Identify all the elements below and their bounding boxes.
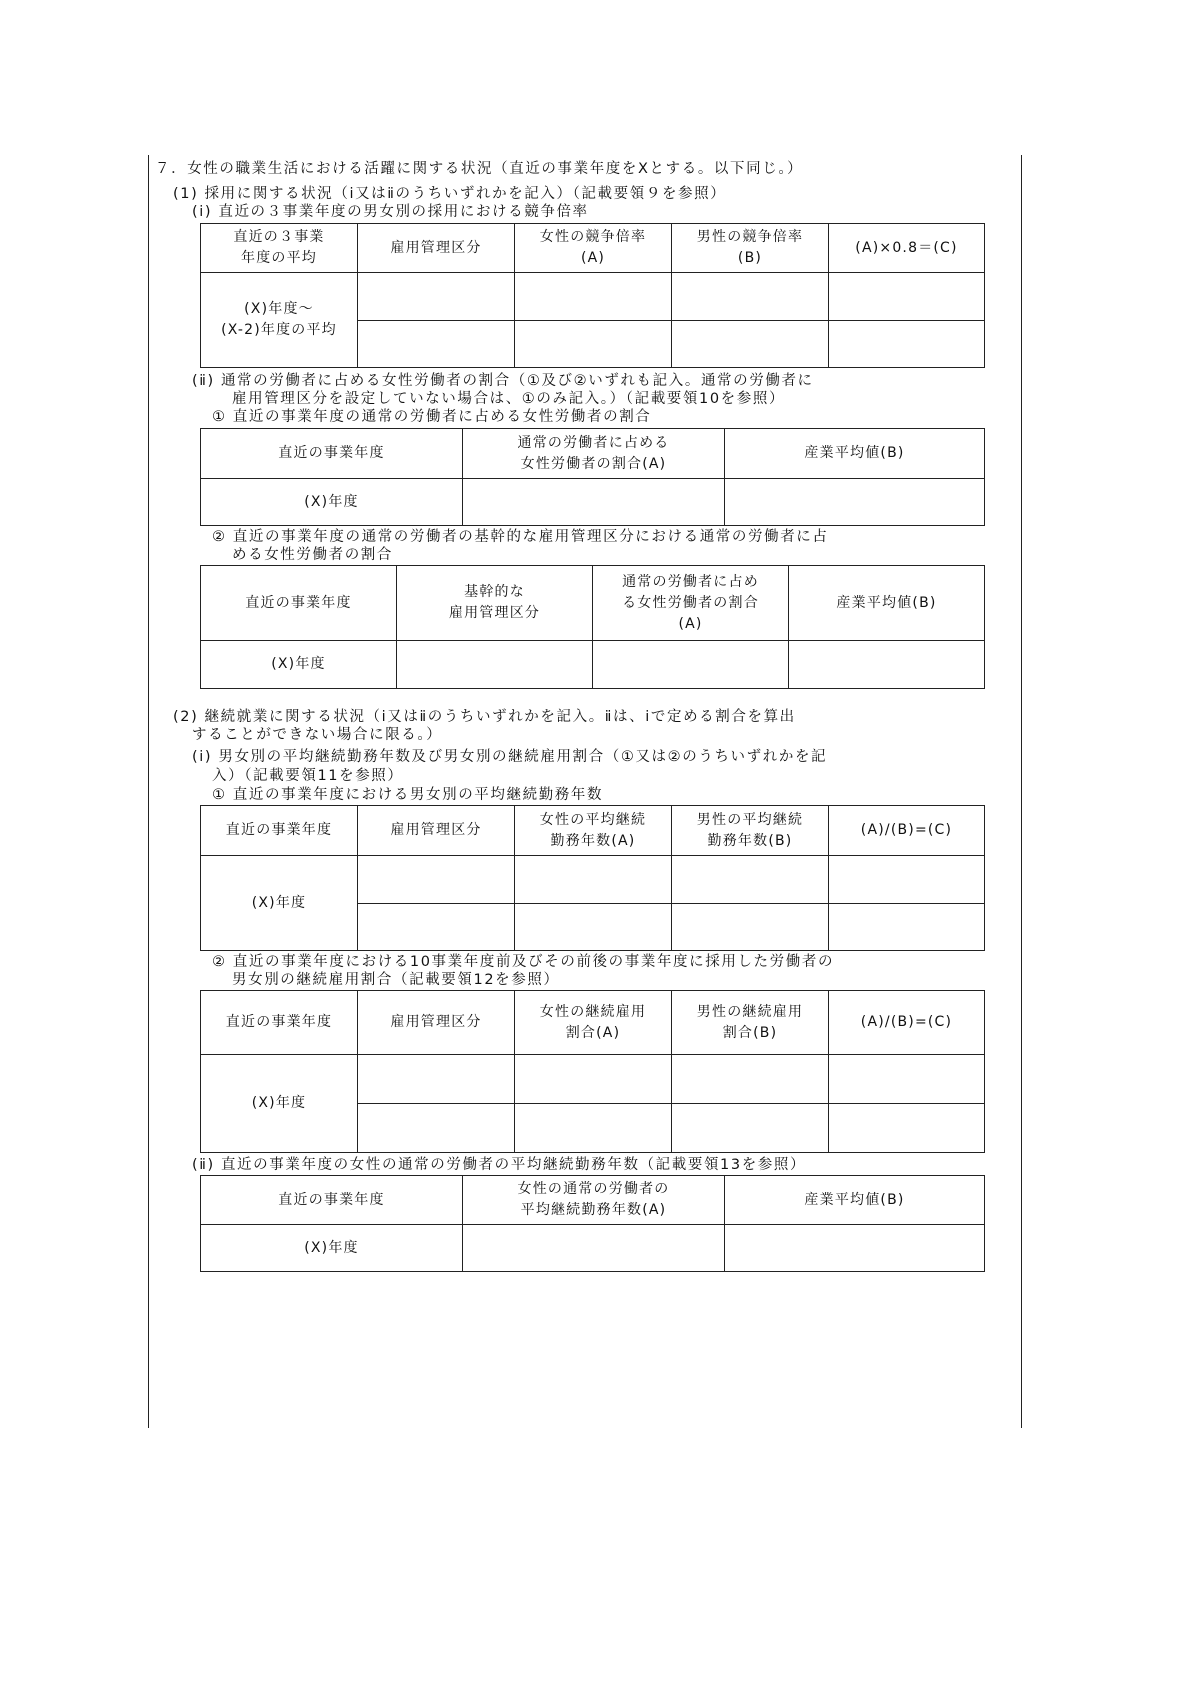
row-label: (X)年度 xyxy=(201,856,358,951)
input-cell[interactable] xyxy=(358,856,515,904)
header-cell: (A)/(B)=(C) xyxy=(829,991,985,1055)
input-cell[interactable] xyxy=(829,1055,985,1104)
header-cell: 産業平均値(B) xyxy=(725,1176,985,1225)
input-cell[interactable] xyxy=(358,904,515,951)
row-label: (X)年度 xyxy=(201,479,463,526)
header-cell: (A)×0.8＝(C) xyxy=(829,224,985,273)
input-cell[interactable] xyxy=(829,904,985,951)
continuity-i-heading-2: 入）（記載要領11を参照） xyxy=(212,768,404,784)
continuity-ii-heading: (ⅱ) 直近の事業年度の女性の通常の労働者の平均継続勤務年数（記載要領13を参照） xyxy=(192,1157,807,1173)
hiring-ii-heading-1: (ⅱ) 通常の労働者に占める女性労働者の割合（①及び②いずれも記入。通常の労働者に xyxy=(192,373,814,389)
input-cell[interactable] xyxy=(358,1055,515,1104)
header-cell: 直近の事業年度 xyxy=(201,1176,463,1225)
input-cell[interactable] xyxy=(515,321,672,368)
header-cell: (A)/(B)=(C) xyxy=(829,806,985,856)
header-cell: 産業平均値(B) xyxy=(725,429,985,479)
input-cell[interactable] xyxy=(829,856,985,904)
header-cell: 女性の通常の労働者の 平均継続勤務年数(A) xyxy=(463,1176,725,1225)
header-cell: 直近の事業年度 xyxy=(201,806,358,856)
input-cell[interactable] xyxy=(829,273,985,321)
input-cell[interactable] xyxy=(463,1225,725,1272)
input-cell[interactable] xyxy=(397,641,593,689)
row-label: (X)年度 xyxy=(201,1225,463,1272)
hiring-ratio-table xyxy=(200,223,985,368)
header-cell: 男性の競争倍率 (B) xyxy=(672,224,829,273)
input-cell[interactable] xyxy=(672,856,829,904)
header-cell: 直近の３事業 年度の平均 xyxy=(201,224,358,273)
hiring-i-heading: (ⅰ) 直近の３事業年度の男女別の採用における競争倍率 xyxy=(192,204,589,220)
header-cell: 直近の事業年度 xyxy=(201,566,397,641)
input-cell[interactable] xyxy=(358,321,515,368)
female-tenure-table xyxy=(200,1175,985,1272)
input-cell[interactable] xyxy=(358,273,515,321)
header-cell: 直近の事業年度 xyxy=(201,429,463,479)
input-cell[interactable] xyxy=(515,1104,672,1153)
input-cell[interactable] xyxy=(789,641,985,689)
row-label: (X)年度 xyxy=(201,641,397,689)
continuity-i-2-heading-2: 男女別の継続雇用割合（記載要領12を参照） xyxy=(232,972,560,988)
continuity-i-2-heading-1: ② 直近の事業年度における10事業年度前及びその前後の事業年度に採用した労働者の xyxy=(212,954,835,970)
header-cell: 女性の平均継続 勤務年数(A) xyxy=(515,806,672,856)
header-cell: 女性の競争倍率 (A) xyxy=(515,224,672,273)
input-cell[interactable] xyxy=(672,1104,829,1153)
hiring-heading: (1) 採用に関する状況（ⅰ又はⅱのうちいずれかを記入）（記載要領９を参照） xyxy=(173,186,727,202)
input-cell[interactable] xyxy=(725,1225,985,1272)
female-ratio-table xyxy=(200,428,985,526)
hiring-ii-1-heading: ① 直近の事業年度の通常の労働者に占める女性労働者の割合 xyxy=(212,409,652,425)
input-cell[interactable] xyxy=(515,1055,672,1104)
core-category-ratio-table xyxy=(200,565,985,689)
input-cell[interactable] xyxy=(725,479,985,526)
header-cell: 直近の事業年度 xyxy=(201,991,358,1055)
header-cell: 女性の継続雇用 割合(A) xyxy=(515,991,672,1055)
input-cell[interactable] xyxy=(672,273,829,321)
row-label: (X)年度～ (X-2)年度の平均 xyxy=(201,273,358,368)
header-cell: 男性の平均継続 勤務年数(B) xyxy=(672,806,829,856)
continuity-heading-2: することができない場合に限る。） xyxy=(192,727,443,743)
hiring-ii-2-heading-1: ② 直近の事業年度の通常の労働者の基幹的な雇用管理区分における通常の労働者に占 xyxy=(212,529,829,545)
section-title: ７．女性の職業生活における活躍に関する状況（直近の事業年度をXとする。以下同じ。） xyxy=(155,161,804,177)
retention-table xyxy=(200,990,985,1153)
header-cell: 産業平均値(B) xyxy=(789,566,985,641)
input-cell[interactable] xyxy=(829,1104,985,1153)
header-cell: 雇用管理区分 xyxy=(358,224,515,273)
input-cell[interactable] xyxy=(515,856,672,904)
input-cell[interactable] xyxy=(672,321,829,368)
input-cell[interactable] xyxy=(672,904,829,951)
hiring-ii-heading-2: 雇用管理区分を設定していない場合は、①のみ記入。）（記載要領10を参照） xyxy=(232,391,786,407)
input-cell[interactable] xyxy=(515,904,672,951)
header-cell: 雇用管理区分 xyxy=(358,991,515,1055)
continuity-i-1-heading: ① 直近の事業年度における男女別の平均継続勤務年数 xyxy=(212,787,604,803)
input-cell[interactable] xyxy=(672,1055,829,1104)
row-label: (X)年度 xyxy=(201,1055,358,1153)
tenure-table xyxy=(200,805,985,951)
hiring-ii-2-heading-2: める女性労働者の割合 xyxy=(232,547,393,563)
header-cell: 男性の継続雇用 割合(B) xyxy=(672,991,829,1055)
header-cell: 基幹的な 雇用管理区分 xyxy=(397,566,593,641)
input-cell[interactable] xyxy=(829,321,985,368)
continuity-heading-1: (2) 継続就業に関する状況（ⅰ又はⅱのうちいずれかを記入。ⅱは、ⅰで定める割合を算出 xyxy=(173,709,796,725)
input-cell[interactable] xyxy=(358,1104,515,1153)
input-cell[interactable] xyxy=(463,479,725,526)
header-cell: 通常の労働者に占め る女性労働者の割合 (A) xyxy=(593,566,789,641)
header-cell: 通常の労働者に占める 女性労働者の割合(A) xyxy=(463,429,725,479)
header-cell: 雇用管理区分 xyxy=(358,806,515,856)
continuity-i-heading-1: (ⅰ) 男女別の平均継続勤務年数及び男女別の継続雇用割合（①又は②のうちいずれかを記 xyxy=(192,749,828,765)
input-cell[interactable] xyxy=(593,641,789,689)
input-cell[interactable] xyxy=(515,273,672,321)
